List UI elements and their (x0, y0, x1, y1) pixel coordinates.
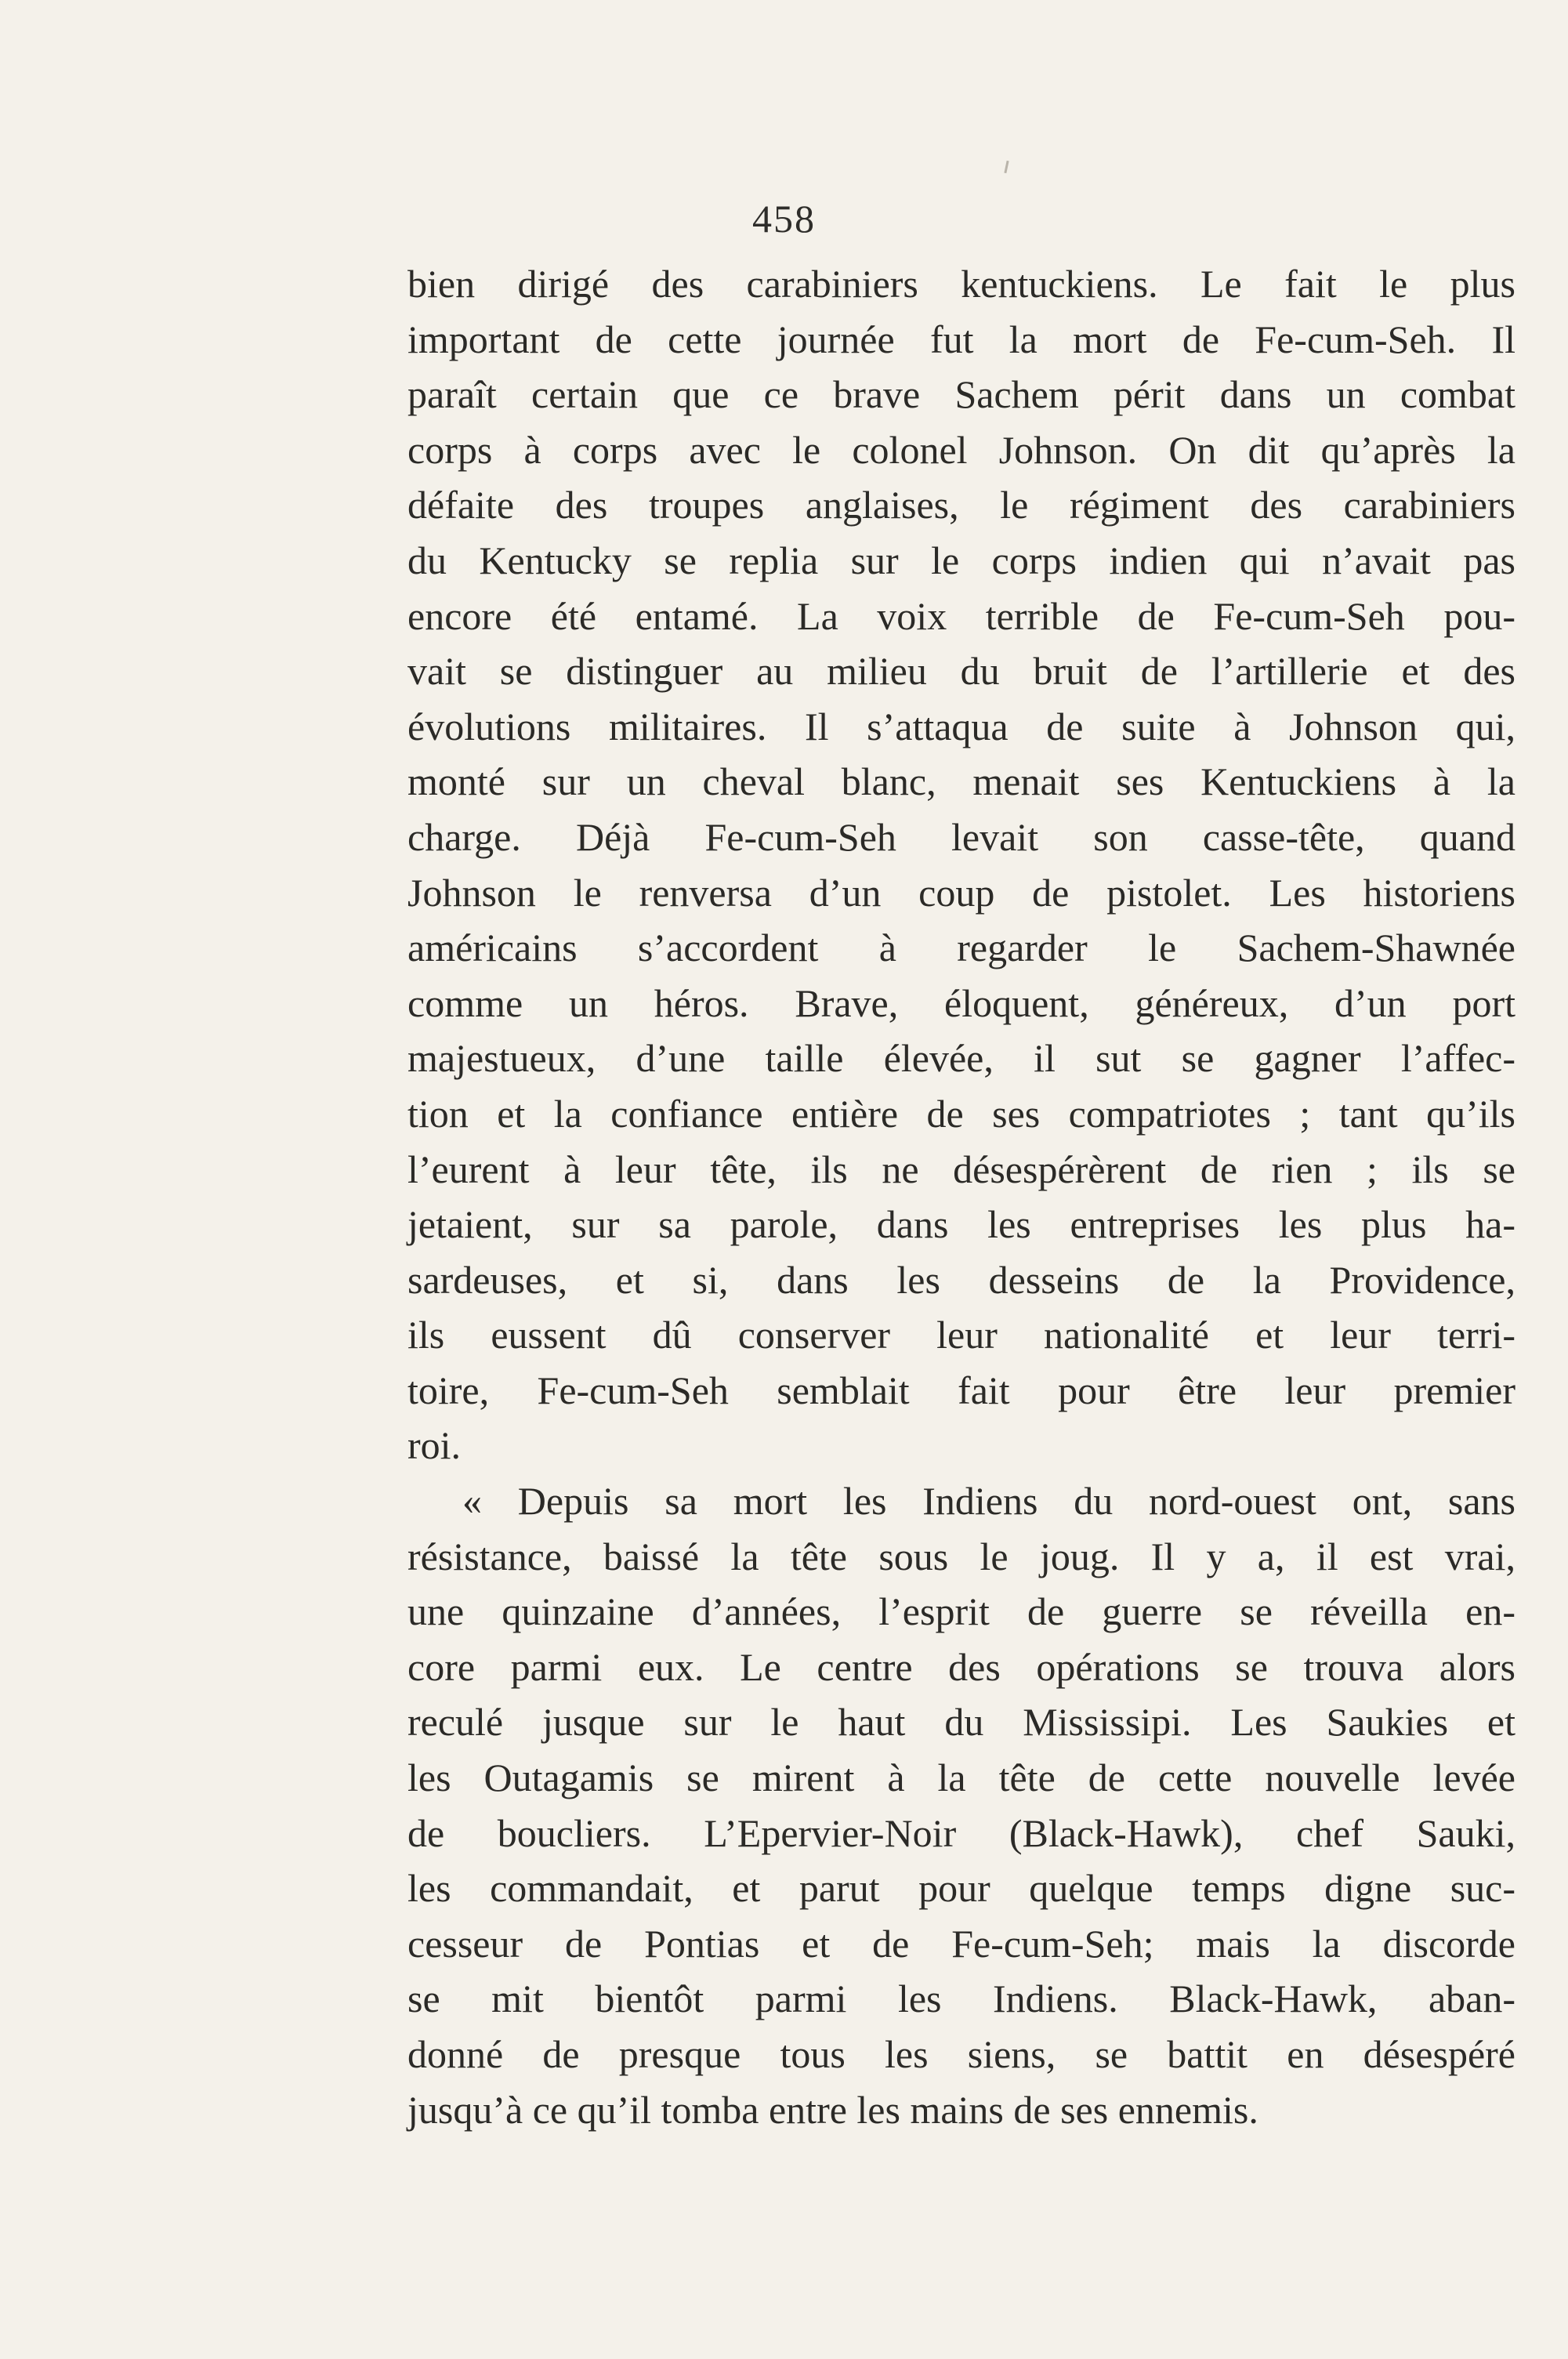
text-line: jetaient, sur sa parole, dans les entreprises les plus ha- (407, 1202, 1515, 1247)
text-line: du Kentucky se replia sur le corps indien qui n’avait pas (407, 538, 1515, 582)
text-line: roi. (407, 1423, 462, 1468)
ink-mark (1004, 161, 1009, 173)
text-line: toire, Fe-cum-Seh semblait fait pour être leur premier (407, 1368, 1515, 1412)
text-line: l’eurent à leur tête, ils ne désespérèrent de rien ; ils se (407, 1147, 1515, 1191)
text-line: ils eussent dû conserver leur nationalité et leur terri- (407, 1313, 1515, 1357)
text-line: Johnson le renversa d’un coup de pistolet. Les historiens (407, 870, 1515, 915)
text-line: bien dirigé des carabiniers kentuckiens. Le fait le plus (407, 262, 1515, 306)
text-line: « Depuis sa mort les Indiens du nord-ouest ont, sans (462, 1479, 1515, 1524)
text-line: paraît certain que ce brave Sachem périt dans un combat (407, 372, 1515, 417)
text-line: monté sur un cheval blanc, menait ses Kentuckiens à la (407, 759, 1515, 804)
text-line: core parmi eux. Le centre des opérations se trouva alors (407, 1644, 1515, 1689)
text-line: évolutions militaires. Il s’attaqua de suite à Johnson qui, (407, 704, 1515, 748)
text-line: se mit bientôt parmi les Indiens. Black-Hawk, aban- (407, 1977, 1515, 2021)
text-line: encore été entamé. La voix terrible de Fe-cum-Seh pou- (407, 593, 1515, 638)
text-line: charge. Déjà Fe-cum-Seh levait son casse-tête, quand (407, 814, 1515, 859)
text-line: défaite des troupes anglaises, le régiment des carabiniers (407, 483, 1515, 527)
text-line: résistance, baissé la tête sous le joug. Il y a, il est vrai, (407, 1534, 1515, 1578)
text-line: reculé jusque sur le haut du Mississipi. Les Saukies et (407, 1700, 1515, 1745)
text-line: comme un héros. Brave, éloquent, généreux, d’un port (407, 980, 1515, 1025)
text-line: cesseur de Pontias et de Fe-cum-Seh; mais la discorde (407, 1921, 1515, 1966)
text-line: une quinzaine d’années, l’esprit de guerre se réveilla en- (407, 1589, 1515, 1634)
text-line: jusqu’à ce qu’il tomba entre les mains de ses ennemis. (407, 2087, 1258, 2132)
text-line: majestueux, d’une taille élevée, il sut se gagner l’affec- (407, 1036, 1515, 1081)
text-line: donné de presque tous les siens, se battit en désespéré (407, 2032, 1515, 2076)
text-line: important de cette journée fut la mort de Fe-cum-Seh. Il (407, 317, 1515, 361)
text-line: tion et la confiance entière de ses compatriotes ; tant qu’ils (407, 1091, 1515, 1136)
text-line: de boucliers. L’Epervier-Noir (Black-Hawk), chef Sauki, (407, 1810, 1515, 1855)
text-line: vait se distinguer au milieu du bruit de l’artillerie et des (407, 649, 1515, 694)
body-text (407, 256, 1515, 2137)
text-line: corps à corps avec le colonel Johnson. On dit qu’après la (407, 427, 1515, 472)
text-line: sardeuses, et si, dans les desseins de la Providence, (407, 1257, 1515, 1302)
text-line: les Outagamis se mirent à la tête de cette nouvelle levée (407, 1756, 1515, 1800)
text-line: les commandait, et parut pour quelque temps digne suc- (407, 1866, 1515, 1911)
text-line: américains s’accordent à regarder le Sachem-Shawnée (407, 926, 1515, 970)
page-number: 458 (752, 197, 816, 241)
